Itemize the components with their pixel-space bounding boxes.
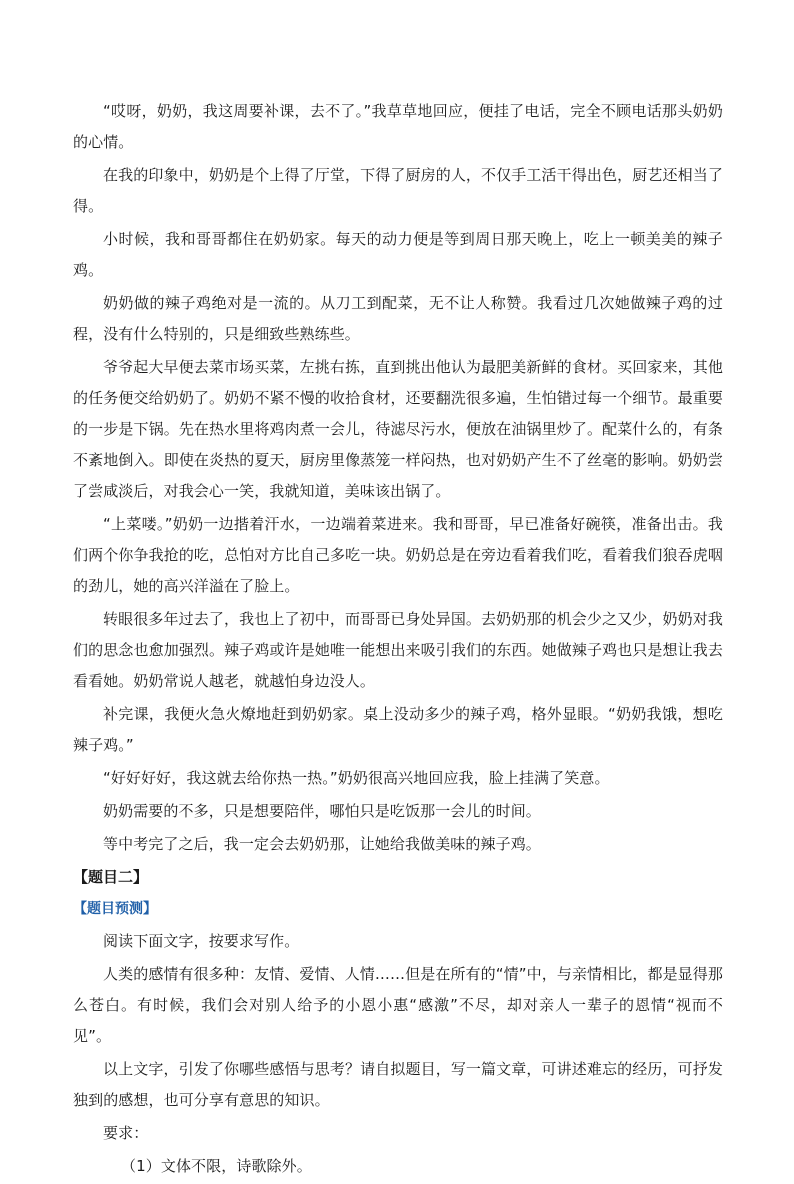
prompt-paragraph: 阅读下面文字，按要求写作。 <box>103 932 300 950</box>
story-paragraph: “好好好好，我这就去给你热一热。”奶奶很高兴地回应我，脸上挂满了笑意。 <box>103 769 610 787</box>
story-paragraph: “哎呀，奶奶，我这周要补课，去不了。”我草草地回应，便挂了电话，完全不顾电话那头奶奶的心情。 <box>73 102 723 151</box>
story-paragraph: 等中考完了之后，我一定会去奶奶那，让她给我做美味的辣子鸡。 <box>103 835 541 853</box>
section-subheading: 【题目预测】 <box>73 901 157 917</box>
document-body <box>73 96 723 1184</box>
prompt-paragraph: 以上文字，引发了你哪些感悟与思考？请自拟题目，写一篇文章，可讲述难忘的经历，可抒发独到的感想，也可分享有意思的知识。 <box>73 1060 723 1109</box>
section-heading: 【题目二】 <box>73 868 149 886</box>
story-paragraph: 在我的印象中，奶奶是个上得了厅堂，下得了厨房的人，不仅手工活干得出色，厨艺还相当了得。 <box>73 166 723 215</box>
story-paragraph: 补完课，我便火急火燎地赶到奶奶家。桌上没动多少的辣子鸡，格外显眼。“奶奶我饿，想吃辣子鸡。” <box>73 705 723 754</box>
story-paragraph: “上菜喽。”奶奶一边揩着汗水，一边端着菜进来。我和哥哥，早已准备好碗筷，准备出击。我们两个你争我抢的吃，总怕对方比自己多吃一块。奶奶总是在旁边看着我们吃，看着我们狼吞虎咽的劲儿，她的高兴洋溢在了脸上。 <box>73 515 723 595</box>
story-paragraph: 小时候，我和哥哥都住在奶奶家。每天的动力便是等到周日那天晚上，吃上一顿美美的辣子鸡。 <box>73 230 723 279</box>
story-paragraph: 爷爷起大早便去菜市场买菜，左挑右拣，直到挑出他认为最肥美新鲜的食材。买回家来，其他的任务便交给奶奶了。奶奶不紧不慢的收拾食材，还要翻洗很多遍，生怕错过每一个细节。最重要的一步是下锅。先在热水里将鸡肉煮一会儿，待滤尽污水，便放在油锅里炒了。配菜什么的，有条不紊地倒入。即使在炎热的夏天，厨房里像蒸笼一样闷热，也对奶奶产生不了丝毫的影响。奶奶尝了尝咸淡后，对我会心一笑，我就知道，美味该出锅了。 <box>73 358 723 500</box>
prompt-paragraph: 要求： <box>103 1124 149 1142</box>
prompt-paragraph: 人类的感情有很多种：友情、爱情、人情……但是在所有的“情”中，与亲情相比，都是显得那么苍白。有时候，我们会对别人给予的小恩小惠“感激”不尽，却对亲人一辈子的恩情“视而不见”。 <box>73 965 723 1045</box>
story-paragraph: 转眼很多年过去了，我也上了初中，而哥哥已身处异国。去奶奶那的机会少之又少，奶奶对我们的思念也愈加强烈。辣子鸡或许是她唯一能想出来吸引我们的东西。她做辣子鸡也只是想让我去看看她。奶奶常说人越老，就越怕身边没人。 <box>73 610 723 690</box>
story-paragraph: 奶奶需要的不多，只是想要陪伴，哪怕只是吃饭那一会儿的时间。 <box>103 802 541 820</box>
story-paragraph: 奶奶做的辣子鸡绝对是一流的。从刀工到配菜，无不让人称赞。我看过几次她做辣子鸡的过程，没有什么特别的，只是细致些熟练些。 <box>73 294 723 343</box>
requirement-item: （1）文体不限，诗歌除外。 <box>121 1157 312 1175</box>
